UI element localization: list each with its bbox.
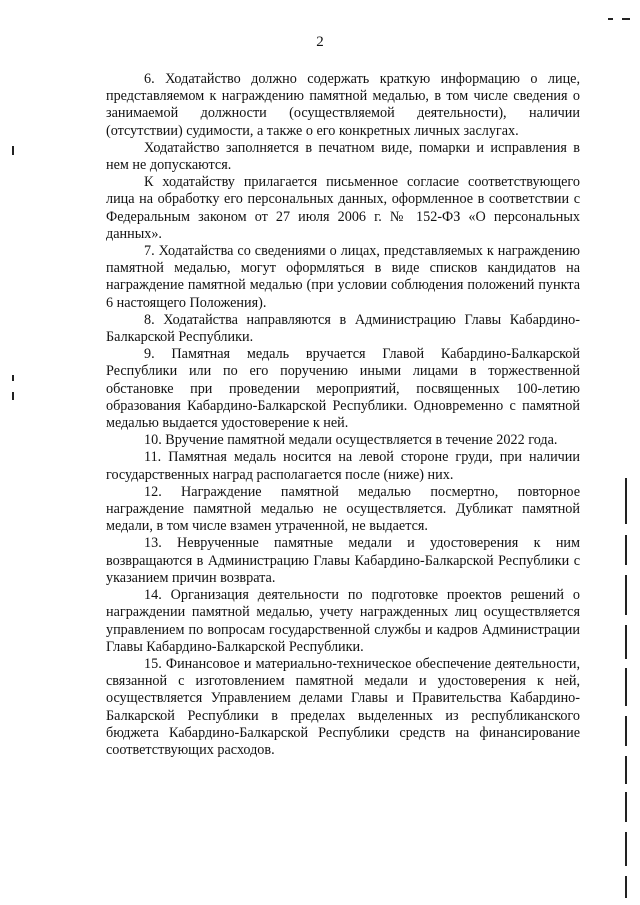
paragraph-15: 15. Финансовое и материально-техническое обеспечение деятельности, связанной с изготовлением памятной медали и удостоверения к ней, осуществляется Управлением делами Главы и Правительства Кабардино-Балкарской Республики в пределах выделенных из республиканского бюджета Кабардино-Балкарской Республики средств на финансирование соответствующих расходов. (106, 655, 580, 758)
document-body (106, 71, 580, 759)
scan-mark-right-3 (625, 575, 627, 615)
scan-mark-right-6 (625, 716, 627, 746)
page-number: 2 (316, 34, 324, 50)
scan-mark-left-1 (12, 146, 14, 155)
paragraph-7: 7. Ходатайства со сведениями о лицах, представляемых к награждению памятной медалью, могут оформляться в виде списков кандидатов на награждение памятной медалью (при условии соблюдения положений пункта 6 настоящего Положения). (106, 243, 580, 311)
scan-mark-right-5 (625, 668, 627, 706)
scan-mark-right-1 (625, 478, 627, 524)
scan-mark-right-4 (625, 625, 627, 659)
paragraph-12: 12. Награждение памятной медалью посмертно, повторное награждение памятной медалью не осуществляется. Дубликат памятной медали, в том числе взамен утраченной, не выдается. (106, 483, 580, 535)
scan-mark-left-3 (12, 392, 14, 400)
scan-mark-right-10 (625, 876, 627, 898)
paragraph-6: 6. Ходатайство должно содержать краткую информацию о лице, представляемом к награждению памятной медалью, в том числе сведения о занимаемой должности (осуществляемой деятельности), наличии (отсутствии) судимости, а также о его конкретных личных заслугах. (106, 71, 580, 139)
scan-mark-left-2 (12, 375, 14, 381)
scan-mark-top-right-2 (622, 18, 630, 20)
paragraph-14: 14. Организация деятельности по подготовке проектов решений о награждении памятной медалью, учету награжденных лиц осуществляется управлением по вопросам государственной службы и кадров Администрации Главы Кабардино-Балкарской Республики. (106, 587, 580, 655)
scan-mark-right-9 (625, 832, 627, 866)
paragraph-6-form: Ходатайство заполняется в печатном виде, помарки и исправления в нем не допускаются. (106, 139, 580, 174)
scan-mark-top-right (608, 18, 613, 20)
paragraph-6-consent: К ходатайству прилагается письменное согласие соответствующего лица на обработку его персональных данных, оформленное в соответствии с Федеральным законом от 27 июля 2006 г. № 152-ФЗ «О персональных данных». (106, 174, 580, 242)
paragraph-13: 13. Неврученные памятные медали и удостоверения к ним возвращаются в Администрацию Главы Кабардино-Балкарской Республики с указанием причин возврата. (106, 535, 580, 586)
scan-mark-right-2 (625, 535, 627, 565)
paragraph-10: 10. Вручение памятной медали осуществляется в течение 2022 года. (144, 432, 558, 449)
paragraph-8: 8. Ходатайства направляются в Администрацию Главы Кабардино-Балкарской Республики. (106, 311, 580, 346)
scan-mark-right-8 (625, 792, 627, 822)
paragraph-11: 11. Памятная медаль носится на левой стороне груди, при наличии государственных наград располагается после (ниже) них. (106, 449, 580, 483)
scan-mark-right-7 (625, 756, 627, 784)
paragraph-9: 9. Памятная медаль вручается Главой Кабардино-Балкарской Республики или по его поручению иными лицами в торжественной обстановке при проведении мероприятий, посвященных 100-летию образования Кабардино-Балкарской Республики. Одновременно с памятной медалью выдается удостоверение к ней. (106, 346, 580, 432)
